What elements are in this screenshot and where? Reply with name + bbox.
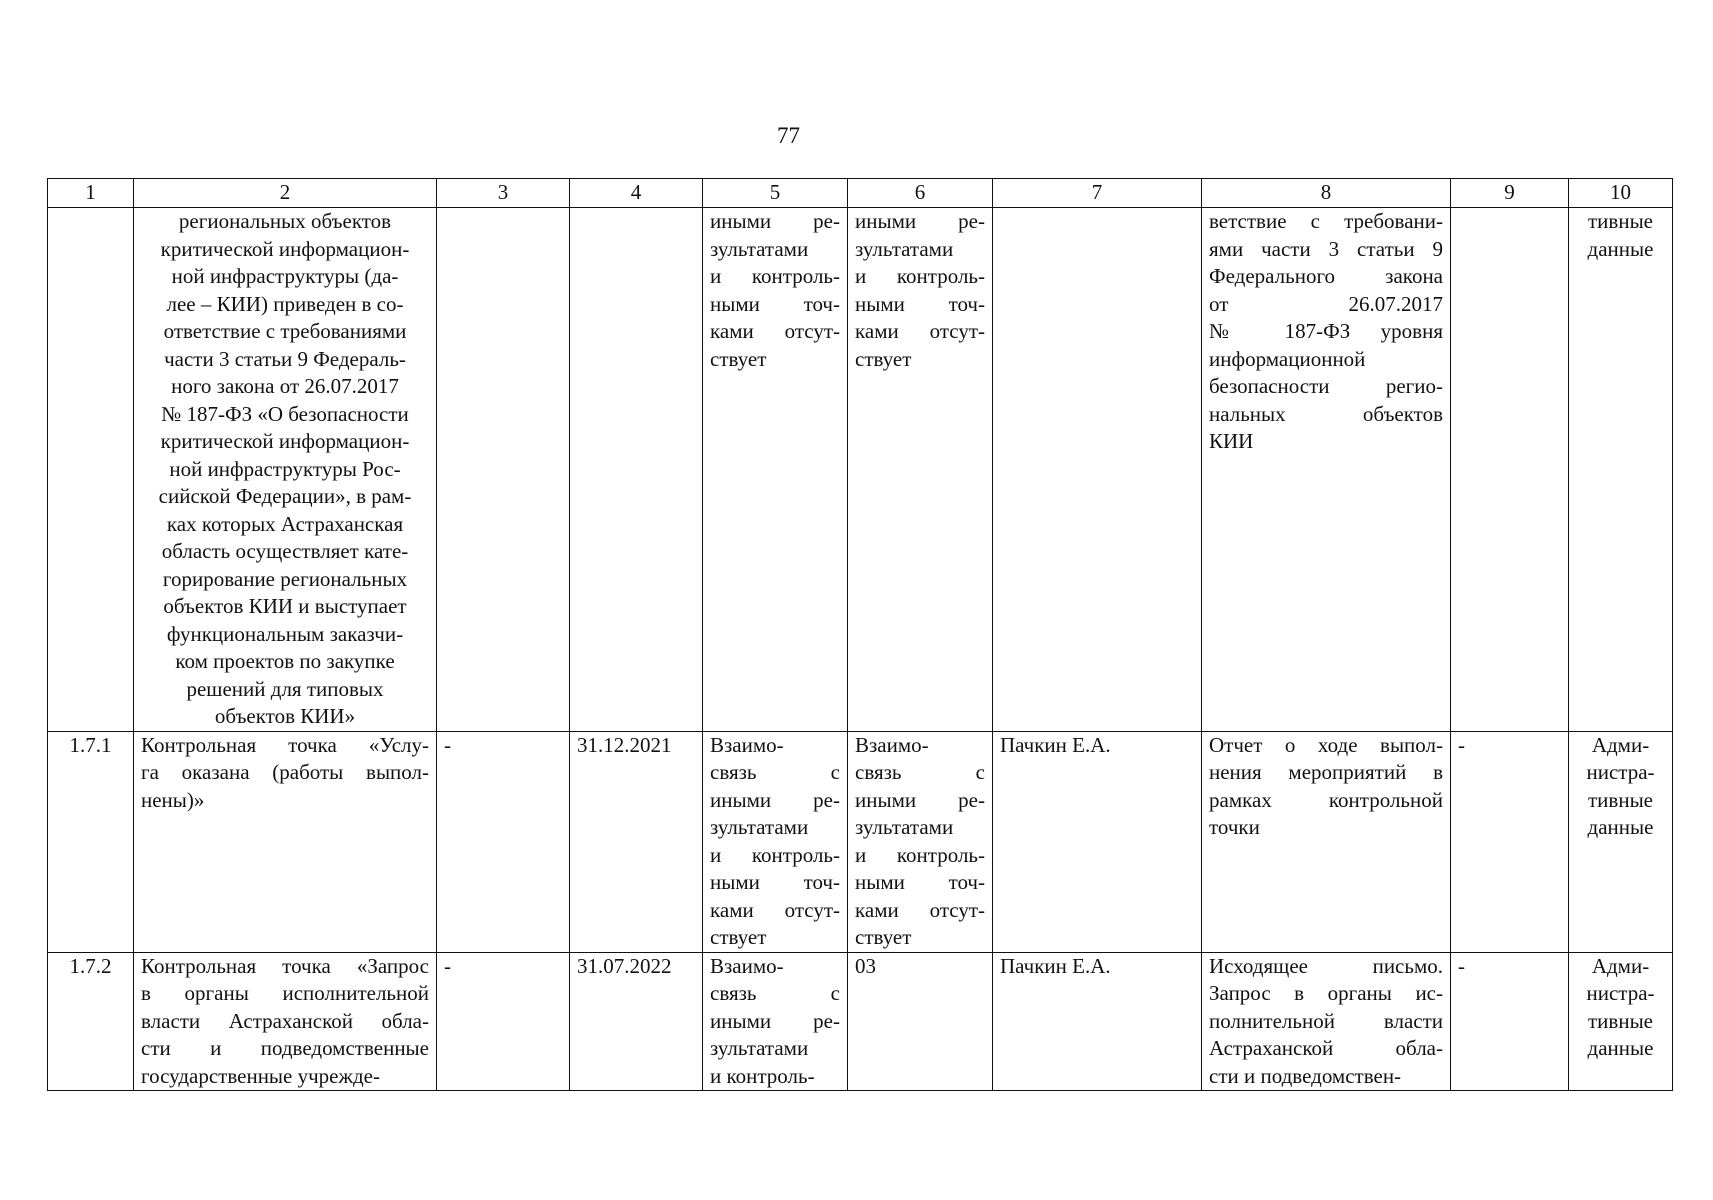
column-3-cell (437, 208, 570, 732)
cell-text-line: ной инфраструктуры Рос- (169, 456, 401, 481)
cell-text-line: тивные (1588, 787, 1653, 812)
document-cell (1202, 208, 1451, 732)
cell-text-line: государственные учрежде- (141, 1063, 380, 1088)
cell-text-line: Астраханской обла- (1209, 1036, 1443, 1060)
due-date-cell (570, 952, 703, 1091)
cell-text-line: - (444, 732, 451, 757)
document-cell (1202, 952, 1451, 1091)
data-source-cell (1569, 208, 1673, 732)
cell-text-line: № 187-ФЗ «О безопасности (161, 401, 409, 426)
cell-text-line: нены)» (141, 787, 205, 812)
cell-text-line: решений для типовых (186, 676, 384, 701)
column-header: 6 (848, 179, 993, 208)
cell-text-line: безопасности регио- (1209, 374, 1443, 398)
cell-text-line: иными ре- (855, 787, 985, 812)
cell-text-line: иными ре- (855, 209, 985, 233)
cell-text-line: Адми- (1591, 953, 1650, 978)
cell-text-line: Пачкин Е.А. (1000, 732, 1111, 757)
column-header: 1 (48, 179, 134, 208)
cell-text-line: связь с (710, 981, 840, 1005)
cell-text-line: критической информацион- (160, 429, 410, 453)
cell-text-line: Федерального закона (1209, 264, 1443, 288)
cell-text-line: и контроль- (855, 264, 985, 288)
cell-text-line: ными точ- (855, 291, 985, 316)
cell-text-line: объектов КИИ и выступает (163, 594, 407, 618)
cell-text-line: № 187-ФЗ уровня (1209, 319, 1443, 343)
item-number-cell (48, 952, 134, 1091)
column-header: 5 (703, 179, 848, 208)
cell-text-line: ствует (855, 346, 912, 371)
column-header: 10 (1569, 179, 1673, 208)
cell-text-line: иными ре- (710, 787, 840, 812)
cell-text-line: КИИ (1209, 429, 1254, 453)
column-header: 4 (570, 179, 703, 208)
cell-text-line: от 26.07.2017 (1209, 291, 1443, 316)
cell-text-line: Отчет о ходе выпол- (1209, 732, 1443, 757)
cell-text-line: ными точ- (855, 870, 985, 894)
cell-text-line: - (1458, 953, 1465, 978)
cell-text-line: ными точ- (710, 291, 840, 316)
cell-text-line: связь с (855, 760, 985, 784)
column-header: 2 (134, 179, 437, 208)
cell-text-line: ками отсут- (710, 897, 840, 922)
responsible-cell (993, 952, 1202, 1091)
cell-text-line: тивные (1588, 1008, 1653, 1033)
column-9-cell (1451, 208, 1569, 732)
cell-text-line: иными ре- (710, 1008, 840, 1033)
cell-text-line: связь с (710, 760, 840, 784)
cell-text-line: горирование региональных (162, 566, 408, 591)
cell-text-line: Адми- (1591, 732, 1650, 757)
relation-cell (703, 952, 848, 1091)
cell-text-line: зультатами (710, 1036, 809, 1060)
cell-text-line: 03 (855, 953, 876, 978)
cell-text-line: га оказана (работы выпол- (141, 760, 429, 784)
cell-text-line: ками отсут- (710, 319, 840, 343)
cell-text-line: ями части 3 статьи 9 (1209, 236, 1443, 261)
cell-text-line: объектов КИИ» (214, 704, 356, 728)
cell-text-line: нальных объектов (1209, 401, 1443, 426)
item-description-cell (134, 952, 437, 1091)
cell-text-line: ками отсут- (855, 897, 985, 922)
data-source-cell (1569, 731, 1673, 952)
cell-text-line: нения мероприятий в (1209, 760, 1443, 784)
data-source-cell (1569, 952, 1673, 1091)
item-description-cell (134, 208, 437, 732)
page-number: 77 (777, 123, 800, 148)
cell-text-line: Пачкин Е.А. (1000, 953, 1111, 978)
cell-text-line: Запрос в органы ис- (1209, 981, 1443, 1005)
cell-text-line: ответствие с требованиями (163, 319, 407, 343)
cell-text-line: данные (1587, 815, 1654, 839)
column-9-cell (1451, 952, 1569, 1091)
cell-text-line: части 3 статьи 9 Федераль- (164, 346, 406, 371)
cell-text-line: 31.12.2021 (577, 732, 672, 757)
cell-text-line: критической информацион- (160, 236, 410, 261)
cell-text-line: ствует (710, 346, 767, 371)
cell-text-line: Взаимо- (855, 732, 929, 757)
cell-text-line: ствует (855, 925, 912, 949)
table-row (48, 731, 1673, 952)
item-number-cell (48, 731, 134, 952)
cell-text-line: сийской Федерации», в рам- (158, 484, 412, 508)
cell-text-line: лее – КИИ) приведен в со- (166, 291, 404, 316)
cell-text-line: в органы исполнительной (141, 981, 429, 1005)
cell-text-line: и контроль- (710, 842, 840, 867)
cell-text-line: Контрольная точка «Запрос (141, 953, 429, 978)
cell-text-line: ком проектов по закупке (175, 649, 395, 673)
cell-text-line: 1.7.2 (69, 953, 112, 978)
column-3-cell (437, 952, 570, 1091)
column-header: 8 (1202, 179, 1451, 208)
due-date-cell (570, 731, 703, 952)
responsible-cell (993, 208, 1202, 732)
cell-text-line: данные (1587, 1036, 1654, 1060)
cell-text-line: зультатами (710, 236, 809, 261)
cell-text-line: - (1458, 732, 1465, 757)
table-row (48, 952, 1673, 1091)
cell-text-line: ными точ- (710, 870, 840, 894)
relation-alt-cell (848, 952, 993, 1091)
responsible-cell (993, 731, 1202, 952)
relation-cell (703, 731, 848, 952)
document-cell (1202, 731, 1451, 952)
cell-text-line: ками отсут- (855, 319, 985, 343)
cell-text-line: зультатами (855, 815, 954, 839)
column-header: 9 (1451, 179, 1569, 208)
relation-alt-cell (848, 731, 993, 952)
item-number-cell (48, 208, 134, 732)
cell-text-line: ного закона от 26.07.2017 (171, 374, 399, 398)
column-3-cell (437, 731, 570, 952)
cell-text-line: информационной (1209, 346, 1366, 371)
plan-table (47, 178, 1673, 1091)
column-header: 3 (437, 179, 570, 208)
table-body (48, 208, 1673, 1091)
cell-text-line: 31.07.2022 (577, 953, 672, 978)
cell-text-line: нистра- (1586, 760, 1655, 784)
cell-text-line: и контроль- (710, 264, 840, 288)
cell-text-line: и контроль- (710, 1063, 815, 1088)
cell-text-line: тивные (1588, 209, 1653, 233)
cell-text-line: ной инфраструктуры (да- (171, 264, 399, 288)
cell-text-line: иными ре- (710, 209, 840, 233)
cell-text-line: точки (1209, 815, 1260, 839)
cell-text-line: Контрольная точка «Услу- (141, 732, 429, 757)
cell-text-line: власти Астраханской обла- (141, 1008, 429, 1033)
cell-text-line: функциональным заказчи- (166, 621, 404, 646)
table-row (48, 208, 1673, 732)
cell-text-line: - (444, 953, 451, 978)
cell-text-line: Взаимо- (710, 953, 784, 978)
cell-text-line: и контроль- (855, 842, 985, 867)
table-header-row (48, 179, 1673, 208)
column-header: 7 (993, 179, 1202, 208)
cell-text-line: рамках контрольной (1209, 787, 1443, 812)
due-date-cell (570, 208, 703, 732)
cell-text-line: зультатами (710, 815, 809, 839)
cell-text-line: данные (1587, 236, 1654, 261)
cell-text-line: полнительной власти (1209, 1008, 1443, 1033)
item-description-cell (134, 731, 437, 952)
cell-text-line: зультатами (855, 236, 954, 261)
cell-text-line: ствует (710, 925, 767, 949)
cell-text-line: 1.7.1 (69, 732, 112, 757)
cell-text-line: сти и подведомствен- (1209, 1063, 1402, 1088)
cell-text-line: нистра- (1586, 981, 1655, 1005)
column-9-cell (1451, 731, 1569, 952)
cell-text-line: региональных объектов (178, 209, 392, 233)
relation-alt-cell (848, 208, 993, 732)
cell-text-line: ветствие с требовани- (1209, 209, 1443, 233)
relation-cell (703, 208, 848, 732)
cell-text-line: Взаимо- (710, 732, 784, 757)
cell-text-line: область осуществляет кате- (161, 539, 409, 563)
cell-text-line: Исходящее письмо. (1209, 953, 1443, 978)
cell-text-line: ках которых Астраханская (166, 511, 404, 536)
cell-text-line: сти и подведомственные (141, 1036, 429, 1060)
